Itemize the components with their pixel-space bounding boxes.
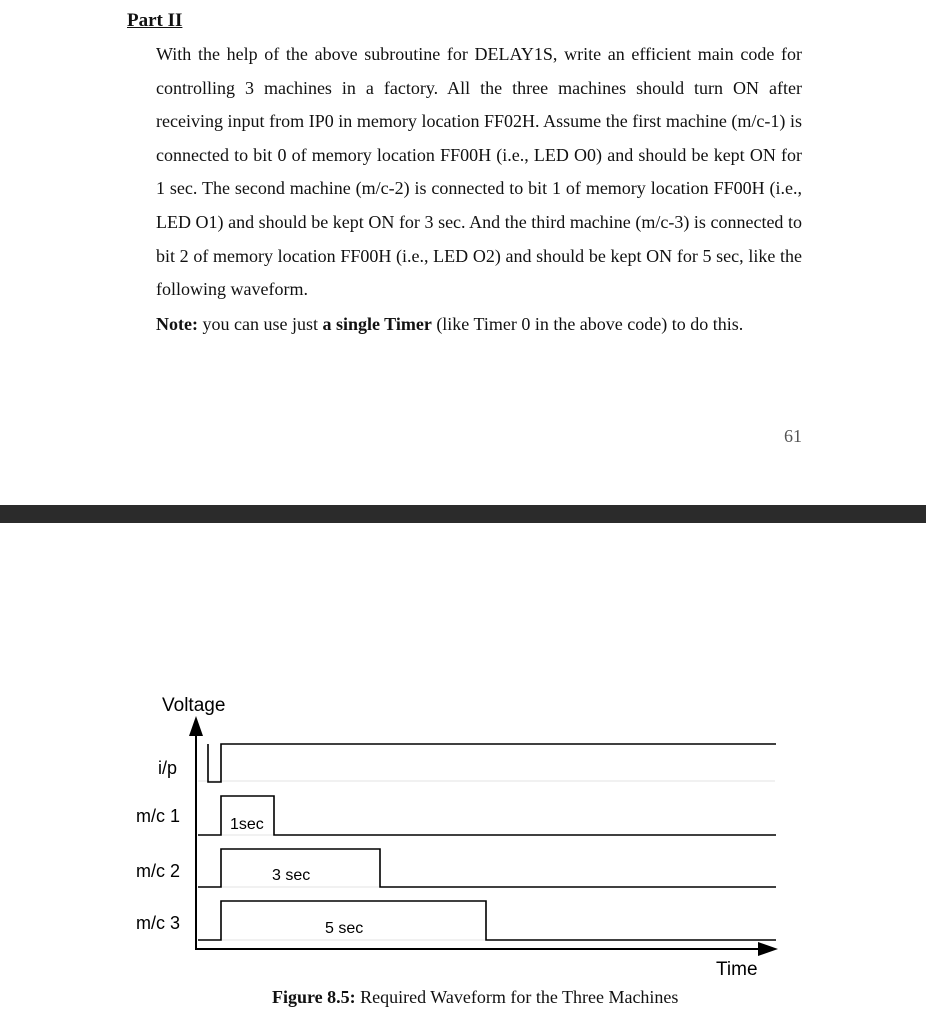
series-label-mc3: m/c 3 [136,913,181,933]
series-label-mc2: m/c 2 [136,861,181,881]
note-bold: a single Timer [322,314,432,334]
duration-label-mc1: 1sec [230,816,264,833]
page-number: 61 [784,426,802,446]
part-heading: Part II [127,10,183,31]
x-axis-label: Time [716,959,758,980]
y-axis-arrowhead [189,716,203,736]
waveform-ip [208,744,776,782]
note-text-1: you can use just [197,314,323,334]
series-label-mc1: m/c 1 [136,806,181,826]
note-text-2: (like Timer 0 in the above code) to do this. [431,314,744,334]
x-axis-arrowhead [758,942,778,956]
figure-caption-label: Figure 8.5: [272,987,356,1007]
duration-label-mc3: 5 sec [325,920,364,937]
note-label: Note: [156,314,198,334]
y-axis-label: Voltage [162,695,226,716]
figure-caption [272,987,678,1008]
figure-caption-text: Required Waveform for the Three Machines [355,987,679,1007]
problem-paragraph: With the help of the above subroutine for DELAY1S, write an efficient main code for controlling 3 machines in a factory. All the three machines should turn ON after receiving input from IP0 in memory location FF02H. Assume the first machine (m/c-1) is connected to bit 0 of memory location FF00H (i.e., LED O0) and should be kept ON for 1 sec. The second machine (m/c-2) is connected to bit 1 of memory location FF00H (i.e., LED O1) and should be kept ON for 3 sec. And the third machine (m/c-3) is connected to bit 2 of memory location FF00H (i.e., LED O2) and should be kept ON for 5 sec, like the following waveform. [156,44,802,300]
duration-label-mc2: 3 sec [272,867,311,884]
series-label-ip: i/p [158,758,178,778]
waveform-mc1 [198,796,776,835]
waveform-mc3 [198,901,776,940]
